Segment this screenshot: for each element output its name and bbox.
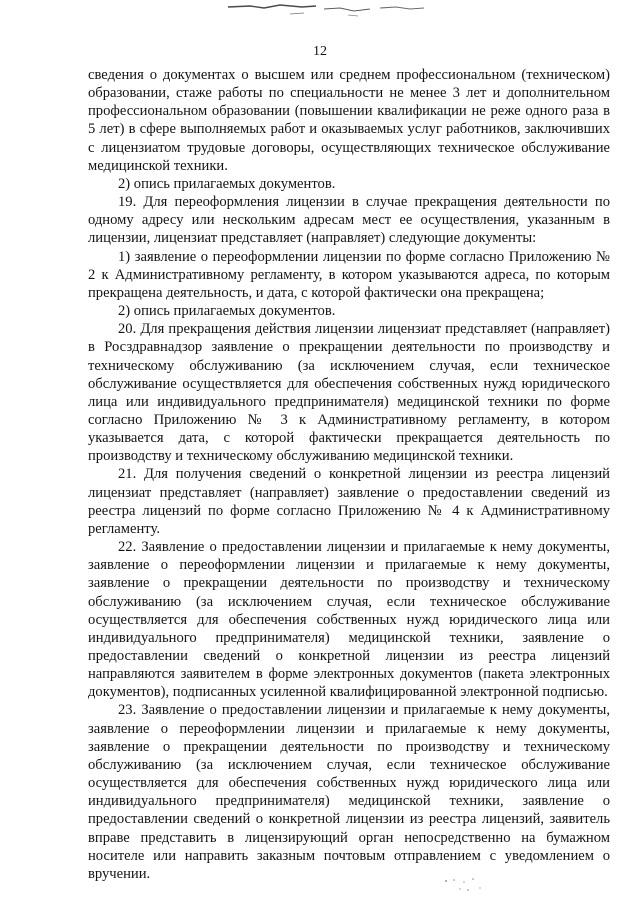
paragraph-clause-21: 21. Для получения сведений о конкретной лицензии из реестра лицензий лицензиат представляет (направляет) заявление о предоставлении сведений из реестра лицензий по форме согласно Приложению № 4 к Административному регламенту. <box>88 466 610 537</box>
paragraph-clause-20: 20. Для прекращения действия лицензии лицензиат представляет (направляет) в Росздравнадзор заявление о прекращении деятельности по производству и техническому обслуживанию (за исключением случая, если техническое обслуживание осуществляется для обеспечения собственных нужд юридического лица или индивидуального предпринимателя) медицинской техники по форме согласно Приложению № 3 к Административному регламенту, в котором указывается дата, с которой фактически прекращается деятельность по производству и техническому обслуживанию медицинской техники. <box>88 321 610 465</box>
paragraph-continuation: сведения о документах о высшем или среднем профессиональном (техническом) образовании, стаже работы по специальности не менее 3 лет и дополнительном профессиональном образовании (повышении квалификации не реже одного раза в 5 лет) в сфере выполняемых работ и оказываемых услуг работников, заключивших с лицензиатом трудовые договоры, осуществляющих техническое обслуживание медицинской техники. <box>88 67 610 174</box>
paragraph-list-item: 2) опись прилагаемых документов. <box>118 175 336 192</box>
page-number: 12 <box>313 44 327 59</box>
scan-artifact <box>220 0 430 20</box>
paragraph-list-item: 1) заявление о переоформлении лицензии по форме согласно Приложению № 2 к Административному регламенту, в котором указываются адреса, по которым прекращена деятельность, и дата, с которой фактически она прекращена; <box>88 248 610 301</box>
paragraph-clause-22: 22. Заявление о предоставлении лицензии и прилагаемые к нему документы, заявление о переоформлении лицензии и прилагаемые к нему документы, заявление о прекращении деятельности по производству и техническому обслуживанию (за исключением случая, если техническое обслуживание осуществляется для обеспечения собственных нужд юридического лица или индивидуального предпринимателя) медицинской техники, заявление о предоставлении сведений о конкретной лицензии из реестра лицензий направляются заявителем в форме электронных документов (пакета электронных документов), подписанных усиленной квалифицированной электронной подписью. <box>88 539 610 701</box>
paragraph-list-item: 2) опись прилагаемых документов. <box>118 303 336 320</box>
paragraph-clause-23: 23. Заявление о предоставлении лицензии и прилагаемые к нему документы, заявление о переоформлении лицензии и прилагаемые к нему документы, заявление о прекращении деятельности по производству и техническому обслуживанию (за исключением случая, если техническое обслуживание осуществляется для обеспечения собственных нужд юридического лица или индивидуального предпринимателя) медицинской техники, заявление о предоставлении сведений о конкретной лицензии из реестра лицензий, заявитель вправе представить в лицензирующий орган непосредственно на бумажном носителе или направить заказным почтовым отправлением с уведомлением о вручении. <box>88 702 610 882</box>
scan-artifact <box>440 875 500 895</box>
paragraph-clause-19: 19. Для переоформления лицензии в случае прекращения деятельности по одному адресу или нескольким адресам мест ее осуществления, указанным в лицензии, лицензиат представляет (направляет) следующие документы: <box>88 194 610 247</box>
document-body <box>88 66 610 883</box>
